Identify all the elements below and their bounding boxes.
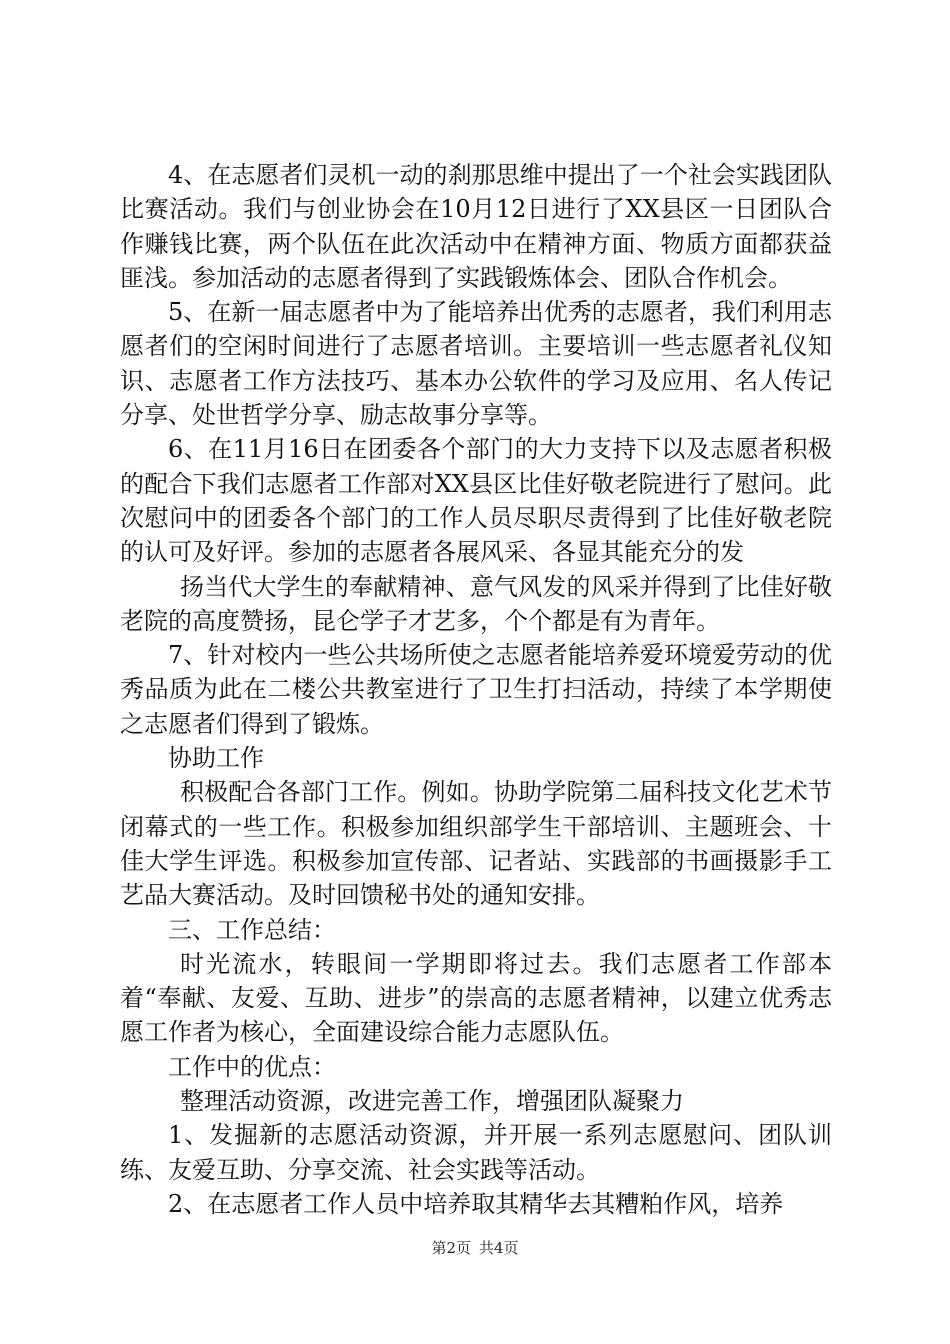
paragraph-work-summary: 时光流水，转眼间一学期即将过去。我们志愿者工作部本着“奉献、友爱、互助、进步”的崇高的志愿者精神，以建立优秀志愿工作者为核心，全面建设综合能力志愿队伍。 xyxy=(120,949,832,1047)
paragraph-item-7: 7、针对校内一些公共场所使之志愿者能培养爱环境爱劳动的优秀品质为此在二楼公共教室进行了卫生打扫活动，持续了本学期使之志愿者们得到了锻炼。 xyxy=(120,641,832,738)
section-heading-strengths: 工作中的优点： xyxy=(168,1052,336,1081)
paragraph-strength-1: 1、发掘新的志愿活动资源，并开展一系列志愿慰问、团队训练、友爱互助、分享交流、社会实践等活动。 xyxy=(120,1121,832,1184)
section-heading-assist-work: 协助工作 xyxy=(168,744,264,773)
page-footer xyxy=(0,1238,950,1258)
paragraph-item-6: 6、在11月16日在团委各个部门的大力支持下以及志愿者积极的配合下我们志愿者工作部对XX县区比佳好敬老院进行了慰问。此次慰问中的团委各个部门的工作人员尽职尽责得到了比佳好敬老院的认可及好评。参加的志愿者各展风采、各显其能充分的发 xyxy=(120,435,832,567)
paragraph-strength-2: 2、在志愿者工作人员中培养取其精华去其糟粕作风，培养 xyxy=(168,1189,784,1218)
section-heading-work-summary: 三、工作总结： xyxy=(168,915,336,944)
paragraph-item-6-continued: 扬当代大学生的奉献精神、意气风发的风采并得到了比佳好敬老院的高度赞扬，昆仑学子才艺多，个个都是有为青年。 xyxy=(120,572,832,635)
page-total: 共4页 xyxy=(479,1239,519,1257)
paragraph-item-5: 5、在新一届志愿者中为了能培养出优秀的志愿者，我们利用志愿者们的空闲时间进行了志愿者培训。主要培训一些志愿者礼仪知识、志愿者工作方法技巧、基本办公软件的学习及应用、名人传记分享、处世哲学分享、励志故事分享等。 xyxy=(120,298,832,430)
paragraph-strengths-summary: 整理活动资源，改进完善工作，增强团队凝聚力 xyxy=(180,1087,684,1116)
paragraph-item-4: 4、在志愿者们灵机一动的刹那思维中提出了一个社会实践团队比赛活动。我们与创业协会在10月12日进行了XX县区一日团队合作赚钱比赛，两个队伍在此次活动中在精神方面、物质方面都获益匪浅。参加活动的志愿者得到了实践锻炼体会、团队合作机会。 xyxy=(120,161,832,292)
page-number: 第2页 xyxy=(431,1239,471,1257)
document-body xyxy=(120,158,832,1221)
paragraph-assist-work: 积极配合各部门工作。例如。协助学院第二届科技文化艺术节闭幕式的一些工作。积极参加组织部学生干部培训、主题班会、十佳大学生评选。积极参加宣传部、记者站、实践部的书画摄影手工艺品大赛活动。及时回馈秘书处的通知安排。 xyxy=(120,778,832,910)
